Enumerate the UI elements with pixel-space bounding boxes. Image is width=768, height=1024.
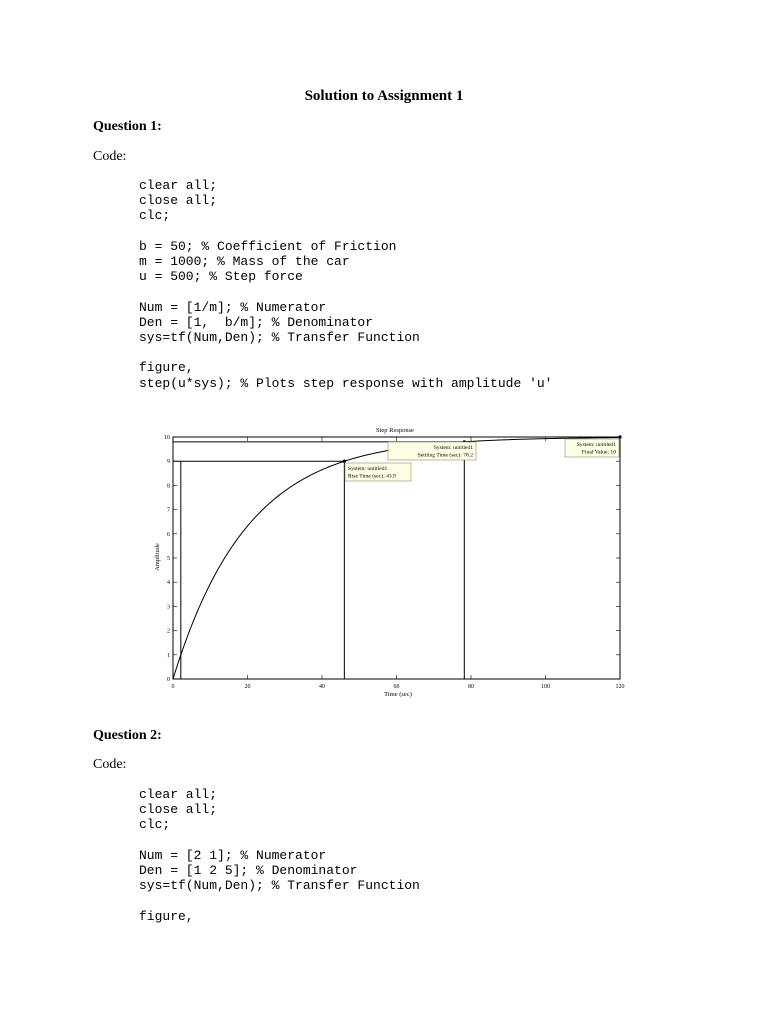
y-tick-label: 4 (167, 580, 170, 587)
y-tick-label: 2 (167, 628, 170, 635)
chart-title: Step Response (375, 427, 415, 434)
final-value-tip-line: System: untitled1 (576, 442, 616, 448)
y-tick-label: 7 (167, 507, 170, 514)
data-tips (345, 439, 619, 481)
chart-xlabel: Time (sec) (384, 691, 412, 698)
question-1-code-block: clear all; close all; clc; b = 50; % Coefficient of Friction m = 1000; % Mass of the car u = 500; % Step force Num = [1/m]; % Numerator Den = [1, b/m]; % Denominator sys=tf(Num,Den); % Transfer Function figure, step(u*sys); % Plots step response with amplitude 'u' (139, 178, 553, 391)
x-tick-label: 60 (393, 684, 400, 690)
x-tick-label: 80 (468, 684, 474, 690)
x-tick-label: 0 (171, 684, 175, 690)
final-value-tip-line: Final Value: 10 (581, 449, 616, 456)
document-title: Solution to Assignment 1 (304, 88, 464, 104)
question-2-code-label: Code: (93, 757, 127, 772)
y-tick-label: 10 (164, 435, 170, 441)
x-tick-label: 120 (615, 684, 625, 690)
y-tick-label: 3 (167, 604, 170, 611)
question-2-code-block: clear all; close all; clc; Num = [2 1]; % Numerator Den = [1 2 5]; % Denominator sys=tf(Num,Den); % Transfer Function figure, (139, 787, 420, 924)
question-2-heading: Question 2: (93, 728, 162, 743)
rise-time-tip-line: System: untitled1 (348, 466, 388, 472)
rise-time-tip (345, 463, 411, 481)
settling-time-tip (388, 442, 476, 460)
x-tick-label: 40 (319, 684, 325, 690)
question-1-heading: Question 1: (93, 119, 162, 134)
settling-time-tip-line: System: untitled1 (433, 445, 473, 451)
question-1-code-label: Code: (93, 149, 127, 164)
y-tick-label: 8 (167, 483, 170, 490)
rise-time-tip-line: Rise Time (sec): 43.9 (348, 473, 396, 480)
y-tick-label: 5 (167, 556, 170, 562)
settling-time-tip-line: Settling Time (sec): 78.2 (417, 452, 473, 459)
y-tick-label: 6 (167, 531, 170, 538)
y-tick-label: 9 (167, 459, 170, 466)
x-tick-label: 100 (541, 684, 550, 690)
final-value-tip (565, 439, 619, 457)
chart-ylabel: Amplitude (154, 543, 161, 571)
step-response-chart (140, 420, 640, 710)
x-tick-label: 20 (244, 684, 251, 690)
y-tick-label: 1 (167, 652, 170, 659)
final-value-marker (618, 435, 621, 438)
y-tick-label: 0 (167, 677, 170, 683)
